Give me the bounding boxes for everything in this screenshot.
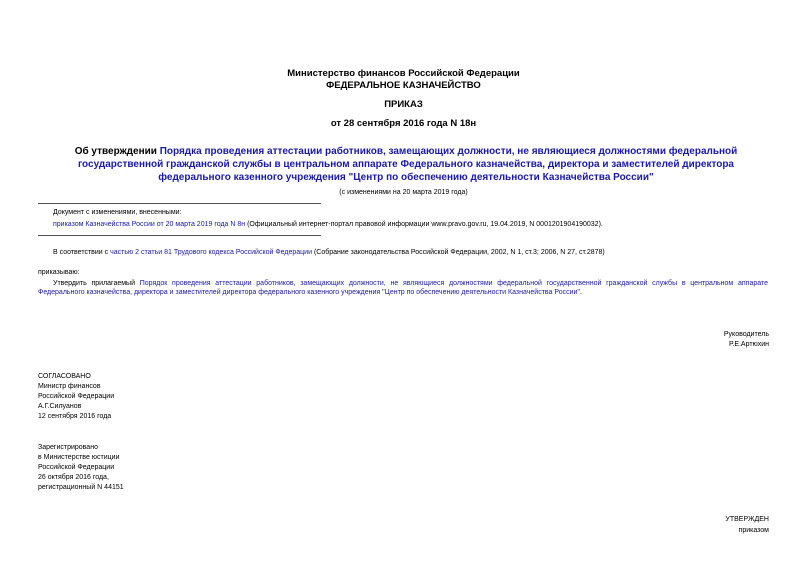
agreed-block (38, 372, 114, 422)
basis-paragraph (53, 248, 773, 257)
registration-block (38, 443, 124, 493)
registration-line: 26 октября 2016 года, (38, 474, 109, 481)
document-date-number: от 28 сентября 2016 года N 18н (330, 118, 477, 129)
changes-source: (Официальный интернет-портал правовой информации www.pravo.gov.ru, 19.04.2019, N 0001201904190032). (245, 221, 603, 228)
document-title (48, 145, 764, 184)
agreed-line: СОГЛАСОВАНО (38, 373, 91, 380)
order-prefix: Утвердить прилагаемый (53, 280, 140, 287)
ministry-name: Министерство финансов Российской Федерации (287, 68, 520, 79)
agreed-line: Российской Федерации (38, 393, 115, 400)
order-suffix: . (579, 289, 582, 296)
agreed-line: Министр финансов (38, 383, 101, 390)
approved-by: приказом (738, 527, 769, 534)
registration-line: Российской Федерации (38, 464, 115, 471)
changes-label: Документ с изменениями, внесенными: (53, 209, 182, 216)
registration-line: Зарегистрировано (38, 444, 98, 451)
title-prefix: Об утверждении (74, 146, 160, 157)
signature-role: Руководитель (723, 331, 769, 338)
agreed-line: 12 сентября 2016 года (38, 413, 112, 420)
order-link[interactable]: Порядок проведения аттестации работников, замещающих должности, не являющиеся должностями федеральной государственной гражданской службы в центральном аппарате Федерального казначейства, директора и заместителей директора федерального казенного учреждения "Центр по обеспечению деятельности Казначейства России" (38, 280, 768, 296)
order-label: приказываю: (38, 269, 80, 276)
divider-bottom (38, 235, 321, 236)
agency-name: ФЕДЕРАЛЬНОЕ КАЗНАЧЕЙСТВО (326, 80, 481, 91)
amendment-note: (с изменениями на 20 марта 2019 года) (339, 189, 468, 196)
registration-line: в Министерстве юстиции (38, 454, 120, 461)
signature-name: Р.Е.Артюхин (729, 341, 769, 348)
basis-link[interactable]: частью 2 статьи 81 Трудового кодекса Российской Федерации (110, 249, 312, 256)
divider-top (38, 203, 321, 204)
changes-link[interactable]: приказом Казначейства России от 20 марта 2019 года N 8н (53, 221, 246, 228)
document-type: ПРИКАЗ (384, 99, 423, 110)
order-paragraph (38, 279, 768, 297)
basis-source: (Собрание законодательства Российской Федерации, 2002, N 1, ст.3; 2006, N 27, ст.2878) (312, 249, 605, 256)
changes-entry (53, 220, 773, 229)
basis-prefix: В соответствии с (53, 249, 111, 256)
agreed-line: А.Г.Силуанов (38, 403, 82, 410)
title-link[interactable]: Порядка проведения аттестации работников, замещающих должности, не являющиеся должностями федеральной государственной гражданской службы в центральном аппарате Федерального казначейства, директора и заместителей директора федерального казенного учреждения "Центр по обеспечению деятельности Казначейства России" (78, 146, 738, 183)
registration-line: регистрационный N 44151 (38, 484, 124, 491)
approved-word: УТВЕРЖДЕН (725, 516, 769, 523)
